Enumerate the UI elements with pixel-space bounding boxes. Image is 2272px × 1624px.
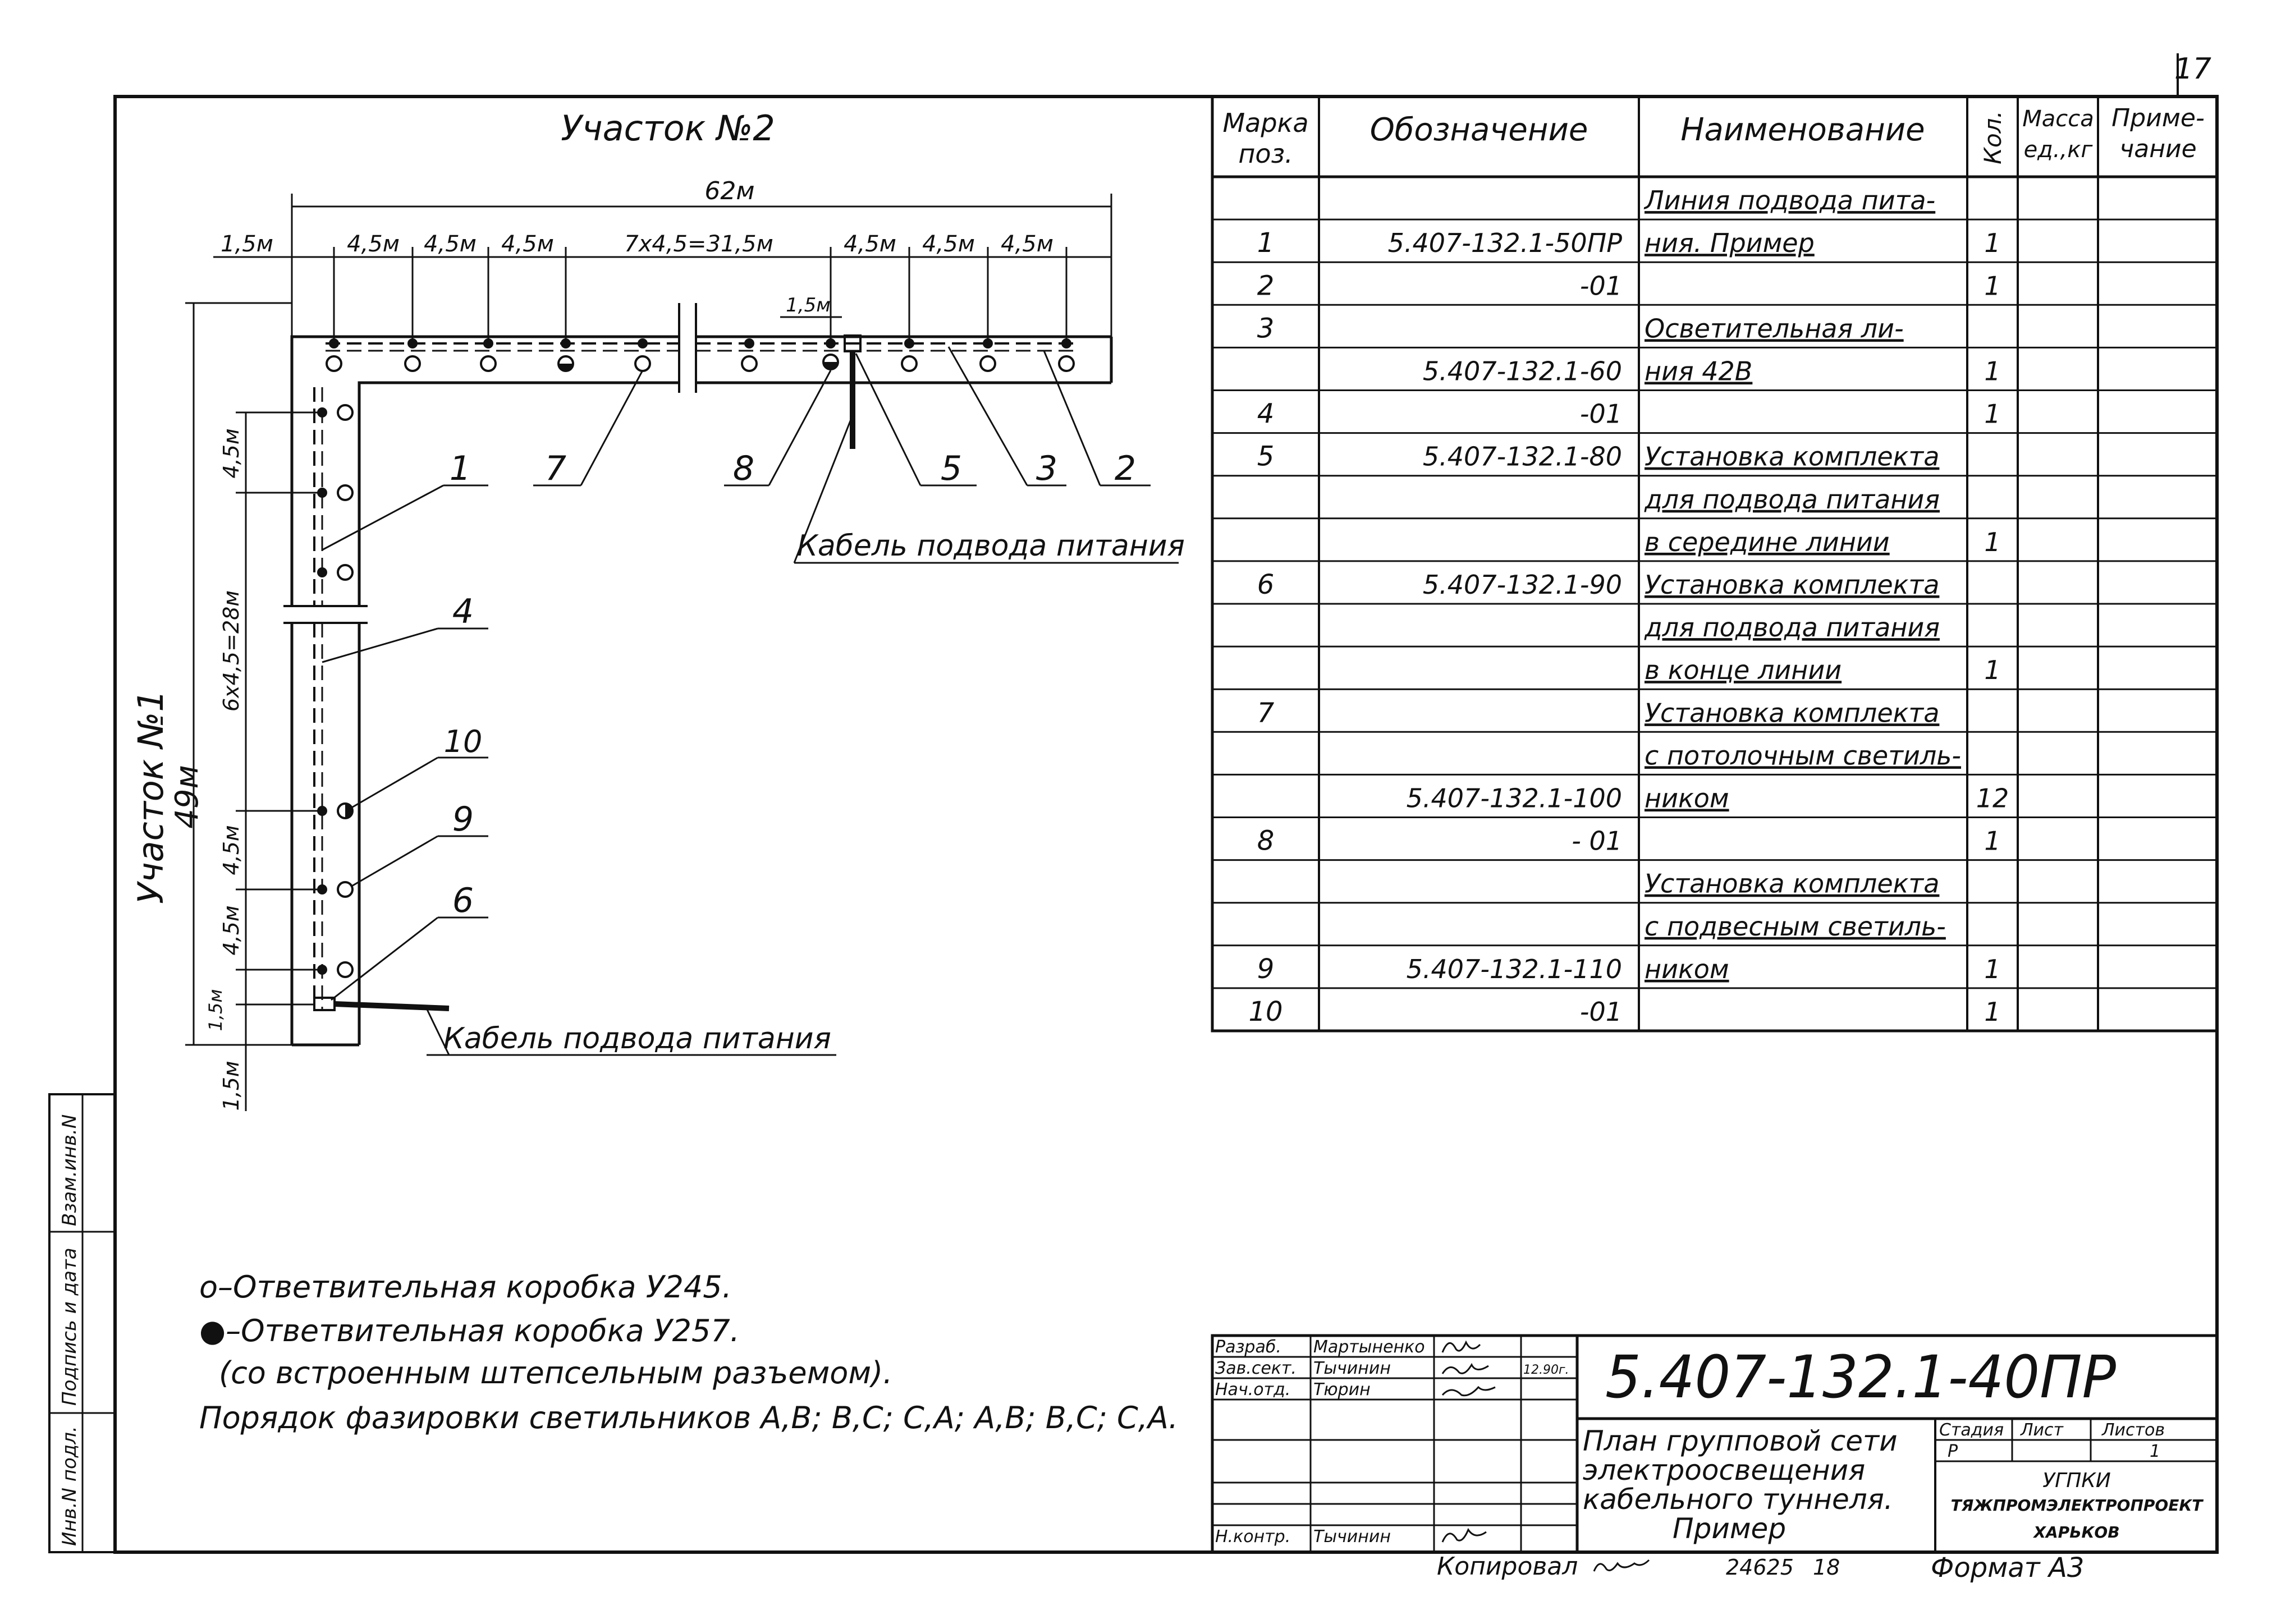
copy-number: 24625 <box>1726 1555 1794 1580</box>
side-stamp <box>49 1094 115 1552</box>
dim-top-5: 4,5м <box>844 231 896 257</box>
org-line-1: УГПКИ <box>2042 1469 2111 1492</box>
cell-name: в середине линии <box>1645 526 1890 557</box>
cell-pos: 4 <box>1257 398 1275 430</box>
cell-pos: 9 <box>1257 953 1275 985</box>
cell-pos: 6 <box>1257 569 1275 600</box>
left-dimensions <box>185 303 322 1111</box>
dim-top-4: 7х4,5=31,5м <box>624 231 773 257</box>
cell-designation: 5.407-132.1-90 <box>1422 570 1622 600</box>
cell-designation: -01 <box>1579 997 1622 1027</box>
tunnel-plan <box>130 108 1185 1111</box>
col-header-name: Наименование <box>1680 112 1925 148</box>
cell-qty: 1 <box>1984 398 2001 429</box>
dim-total: 62м <box>704 177 755 205</box>
legend <box>199 1269 1178 1435</box>
legend-line-4: Порядок фазировки светильников А,В; В,С; С,А; А,В; В,С; С,А. <box>199 1400 1179 1435</box>
cell-name: с подвесным светиль- <box>1645 911 1946 942</box>
callouts <box>322 347 1185 1056</box>
sheets-header: Листов <box>2102 1420 2165 1440</box>
cell-qty: 1 <box>1984 356 2001 387</box>
section1-length: 49м <box>169 765 205 829</box>
cell-pos: 10 <box>1248 996 1283 1027</box>
callout-5: 5 <box>940 449 963 488</box>
copier-signature <box>1594 1560 1649 1571</box>
name-sector-head: Тычинин <box>1313 1359 1391 1378</box>
cell-designation: 5.407-132.1-60 <box>1422 356 1622 387</box>
cell-pos: 8 <box>1257 825 1275 857</box>
format-label: Формат А3 <box>1931 1552 2085 1584</box>
callout-1: 1 <box>449 449 471 488</box>
stamp-signature-date: Подпись и дата <box>58 1247 81 1406</box>
copied-by-label: Копировал <box>1437 1552 1578 1581</box>
org-line-3: ХАРЬКОВ <box>2033 1523 2120 1542</box>
stamp-replaced-inv: Взам.инв.N <box>58 1114 81 1226</box>
legend-line-2: ●–Ответвительная коробка У257. <box>199 1313 740 1348</box>
role-dept-head: Нач.отд. <box>1215 1380 1291 1400</box>
stage-value: Р <box>1948 1442 1958 1461</box>
legend-line-1: о–Ответвительная коробка У245. <box>199 1269 732 1305</box>
cell-name: Осветительная ли- <box>1645 313 1904 344</box>
cell-designation: 5.407-132.1-110 <box>1406 953 1622 984</box>
callout-7: 7 <box>544 449 567 488</box>
cable-label-top: Кабель подвода питания <box>797 529 1185 563</box>
callout-2: 2 <box>1114 449 1137 488</box>
role-sector-head: Зав.сект. <box>1215 1359 1297 1378</box>
col-header-pos-2: поз. <box>1238 139 1293 169</box>
col-header-mass-1: Масса <box>2022 106 2094 132</box>
date-sector-head: 12.90г. <box>1523 1363 1569 1377</box>
dim-small: 1,5м <box>786 294 831 316</box>
cell-name: Установка комплекта <box>1645 698 1940 728</box>
cell-name: Установка комплекта <box>1645 441 1940 472</box>
cell-qty: 1 <box>1984 997 2001 1027</box>
drawing-title-line-2: электроосвещения <box>1583 1454 1866 1487</box>
dim-top-3: 4,5м <box>501 231 554 257</box>
name-norm-control: Тычинин <box>1313 1527 1391 1547</box>
dim-top-0: 1,5м <box>221 231 273 257</box>
col-header-pos-1: Марка <box>1222 108 1309 138</box>
signatures <box>1442 1342 1495 1542</box>
cell-qty: 1 <box>1984 825 2001 856</box>
callout-6: 6 <box>452 881 474 920</box>
col-header-qty: Кол. <box>1979 111 2007 164</box>
cell-qty: 1 <box>1984 655 2001 686</box>
role-developer: Разраб. <box>1215 1337 1281 1357</box>
dim-top-7: 4,5м <box>1001 231 1053 257</box>
cable-label-bottom: Кабель подвода питания <box>443 1022 831 1056</box>
callout-10: 10 <box>443 724 483 759</box>
stamp-inv-number: Инв.N подл. <box>58 1426 81 1546</box>
dim-top-2: 4,5м <box>424 231 477 257</box>
cell-pos: 1 <box>1257 227 1275 259</box>
cell-name: Линия подвода пита- <box>1645 185 1936 216</box>
cell-name: в конце линии <box>1645 655 1842 686</box>
cell-name: с потолочным светиль- <box>1645 740 1962 771</box>
callout-9: 9 <box>452 800 474 839</box>
dim-left-3: 4,5м <box>219 905 244 956</box>
dim-left-4: 1,5м <box>205 989 226 1031</box>
cell-designation: 5.407-132.1-80 <box>1422 441 1622 472</box>
cell-qty: 1 <box>1984 953 2001 984</box>
section1-title: Участок №1 <box>130 690 171 904</box>
callout-4: 4 <box>452 592 474 631</box>
cell-designation: -01 <box>1579 270 1622 301</box>
cell-designation: 5.407-132.1-50ПР <box>1387 228 1622 259</box>
cell-qty: 1 <box>1984 270 2001 301</box>
cell-designation: - 01 <box>1572 825 1622 856</box>
cell-pos: 7 <box>1257 697 1275 729</box>
cell-name: ния. Пример <box>1645 228 1815 259</box>
drawing-title-line-3: кабельного туннеля. <box>1583 1483 1893 1516</box>
cell-pos: 2 <box>1257 270 1275 302</box>
page-number: 17 <box>2174 52 2211 86</box>
name-dept-head: Тюрин <box>1313 1380 1371 1400</box>
stage-header: Стадия <box>1939 1420 2004 1440</box>
cell-name: для подвода питания <box>1645 484 1940 515</box>
cell-name: ником <box>1645 783 1729 814</box>
top-fixtures <box>327 336 1074 371</box>
col-header-note-2: чание <box>2119 135 2197 163</box>
dim-left-1: 6х4,5=28м <box>219 590 244 712</box>
section2-title: Участок №2 <box>561 108 775 149</box>
sheets-value: 1 <box>2150 1442 2161 1461</box>
specification-table <box>1212 97 2217 1031</box>
name-developer: Мартыненко <box>1313 1337 1425 1357</box>
cell-qty: 12 <box>1976 783 2009 814</box>
col-header-note-1: Приме- <box>2111 104 2205 132</box>
cell-name: ником <box>1645 953 1729 984</box>
cell-name: Установка комплекта <box>1645 570 1940 600</box>
cell-name: ния 42В <box>1645 356 1753 387</box>
cell-designation: -01 <box>1579 398 1622 429</box>
spec-rows <box>1212 185 2217 1031</box>
title-block <box>1212 1336 2217 1584</box>
role-norm-control: Н.контр. <box>1215 1527 1291 1547</box>
sheet-header: Лист <box>2021 1420 2064 1440</box>
dim-top-1: 4,5м <box>347 231 400 257</box>
dim-top-6: 4,5м <box>922 231 975 257</box>
dim-left-0: 4,5м <box>219 428 244 479</box>
top-dimensions <box>213 177 1111 343</box>
cell-qty: 1 <box>1984 228 2001 259</box>
left-fixtures <box>314 405 352 1010</box>
legend-line-3: (со встроенным штепсельным разъемом). <box>219 1355 893 1391</box>
org-line-2: ТЯЖПРОМЭЛЕКТРОПРОЕКТ <box>1950 1496 2203 1515</box>
drawing-title-line-1: План групповой сети <box>1583 1425 1898 1457</box>
copy-sheet: 18 <box>1813 1555 1840 1580</box>
drawing-title-line-4: Пример <box>1673 1512 1787 1545</box>
cell-pos: 5 <box>1257 441 1275 472</box>
cell-name: Установка комплекта <box>1645 868 1940 899</box>
dim-left-5: 1,5м <box>219 1061 244 1111</box>
cell-pos: 3 <box>1257 313 1275 345</box>
dim-left-2: 4,5м <box>219 825 244 875</box>
callout-3: 3 <box>1036 449 1058 488</box>
cell-qty: 1 <box>1984 526 2001 557</box>
col-header-mass-2: ед.,кг <box>2023 137 2093 163</box>
col-header-designation: Обозначение <box>1369 112 1588 148</box>
callout-8: 8 <box>732 449 755 488</box>
document-number: 5.407-132.1-40ПР <box>1605 1343 2117 1411</box>
cell-designation: 5.407-132.1-100 <box>1406 783 1622 814</box>
cell-name: для подвода питания <box>1645 612 1940 643</box>
